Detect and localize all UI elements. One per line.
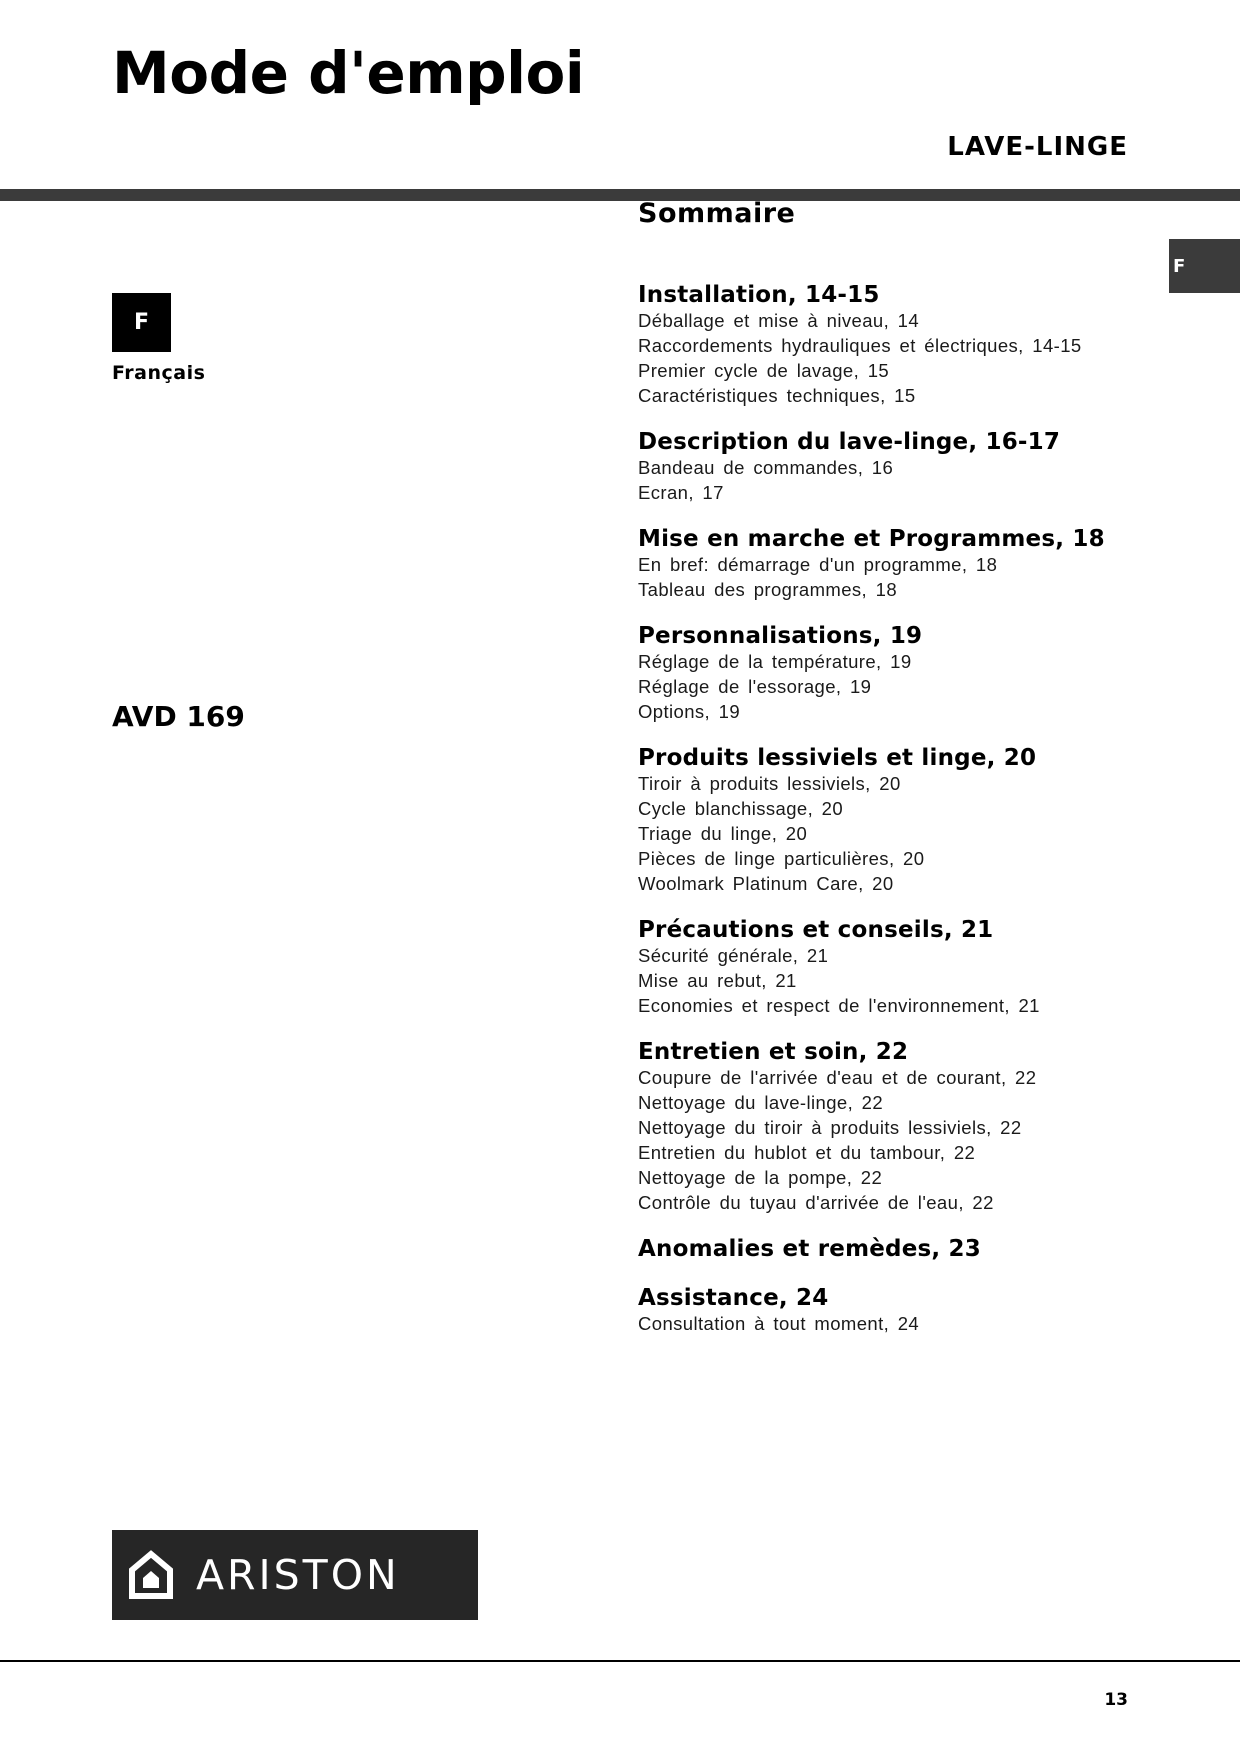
- toc-item-list: [638, 1065, 1138, 1215]
- toc-item-list: [638, 455, 1138, 505]
- toc-item: Caractéristiques techniques, 15: [638, 385, 916, 406]
- toc-item: Contrôle du tuyau d'arrivée de l'eau, 22: [638, 1192, 994, 1213]
- toc-section-title: Installation, 14-15: [638, 282, 880, 308]
- toc-section-title: Précautions et conseils, 21: [638, 917, 994, 943]
- toc-section: [638, 1285, 1138, 1336]
- toc-item: Bandeau de commandes, 16: [638, 457, 894, 478]
- toc-item-list: [638, 308, 1138, 408]
- toc-item: Triage du linge, 20: [638, 823, 808, 844]
- toc-item: Tiroir à produits lessiviels, 20: [638, 773, 901, 794]
- toc-heading: Sommaire: [638, 198, 796, 229]
- toc-sections: [638, 282, 1138, 1336]
- toc-section: [638, 282, 1138, 408]
- table-of-contents: [638, 194, 1138, 1336]
- toc-section: [638, 526, 1138, 602]
- toc-section: [638, 917, 1138, 1018]
- toc-item: Réglage de l'essorage, 19: [638, 676, 872, 697]
- brand-name: ARISTON: [196, 1551, 400, 1599]
- toc-item: Consultation à tout moment, 24: [638, 1313, 920, 1334]
- toc-section-title: Mise en marche et Programmes, 18: [638, 526, 1105, 552]
- toc-item: Entretien du hublot et du tambour, 22: [638, 1142, 976, 1163]
- ariston-logo: [112, 1530, 478, 1620]
- toc-section-title: Assistance, 24: [638, 1285, 829, 1311]
- toc-item: Sécurité générale, 21: [638, 945, 829, 966]
- house-icon: [128, 1550, 174, 1600]
- product-type: LAVE-LINGE: [947, 132, 1128, 162]
- toc-item: Nettoyage du lave-linge, 22: [638, 1092, 884, 1113]
- toc-item: Woolmark Platinum Care, 20: [638, 873, 894, 894]
- toc-item-list: [638, 552, 1138, 602]
- toc-section-title: Anomalies et remèdes, 23: [638, 1236, 981, 1262]
- toc-section-title: Entretien et soin, 22: [638, 1039, 909, 1065]
- toc-item-list: [638, 1311, 1138, 1336]
- toc-item: Economies et respect de l'environnement, 21: [638, 995, 1040, 1016]
- toc-item: Pièces de linge particulières, 20: [638, 848, 925, 869]
- toc-item: Raccordements hydrauliques et électriques, 14-15: [638, 335, 1082, 356]
- toc-item-list: [638, 649, 1138, 724]
- toc-item: Options, 19: [638, 701, 741, 722]
- toc-item: Déballage et mise à niveau, 14: [638, 310, 920, 331]
- language-badge: F: [112, 293, 171, 352]
- toc-section: [638, 745, 1138, 896]
- toc-section: [638, 1039, 1138, 1215]
- toc-section-title: Personnalisations, 19: [638, 623, 923, 649]
- toc-item: Coupure de l'arrivée d'eau et de courant, 22: [638, 1067, 1037, 1088]
- toc-item: Tableau des programmes, 18: [638, 579, 898, 600]
- toc-section-title: Produits lessiviels et linge, 20: [638, 745, 1037, 771]
- toc-item: Nettoyage du tiroir à produits lessiviels, 22: [638, 1117, 1022, 1138]
- document-title: Mode d'emploi: [112, 39, 585, 107]
- toc-item-list: [638, 943, 1138, 1018]
- toc-item: Réglage de la température, 19: [638, 651, 912, 672]
- language-side-tab: F: [1169, 239, 1240, 293]
- toc-section: [638, 1236, 1138, 1262]
- footer-divider: [0, 1660, 1240, 1662]
- toc-item: Nettoyage de la pompe, 22: [638, 1167, 883, 1188]
- toc-section: [638, 429, 1138, 505]
- toc-section-title: Description du lave-linge, 16-17: [638, 429, 1061, 455]
- toc-section: [638, 623, 1138, 724]
- toc-item: Cycle blanchissage, 20: [638, 798, 844, 819]
- toc-item: Ecran, 17: [638, 482, 724, 503]
- model-number: AVD 169: [112, 700, 245, 733]
- toc-item-list: [638, 771, 1138, 896]
- toc-item: Premier cycle de lavage, 15: [638, 360, 890, 381]
- language-name: Français: [112, 362, 206, 384]
- toc-item: En bref: démarrage d'un programme, 18: [638, 554, 998, 575]
- page-number: 13: [1104, 1690, 1128, 1710]
- toc-item: Mise au rebut, 21: [638, 970, 797, 991]
